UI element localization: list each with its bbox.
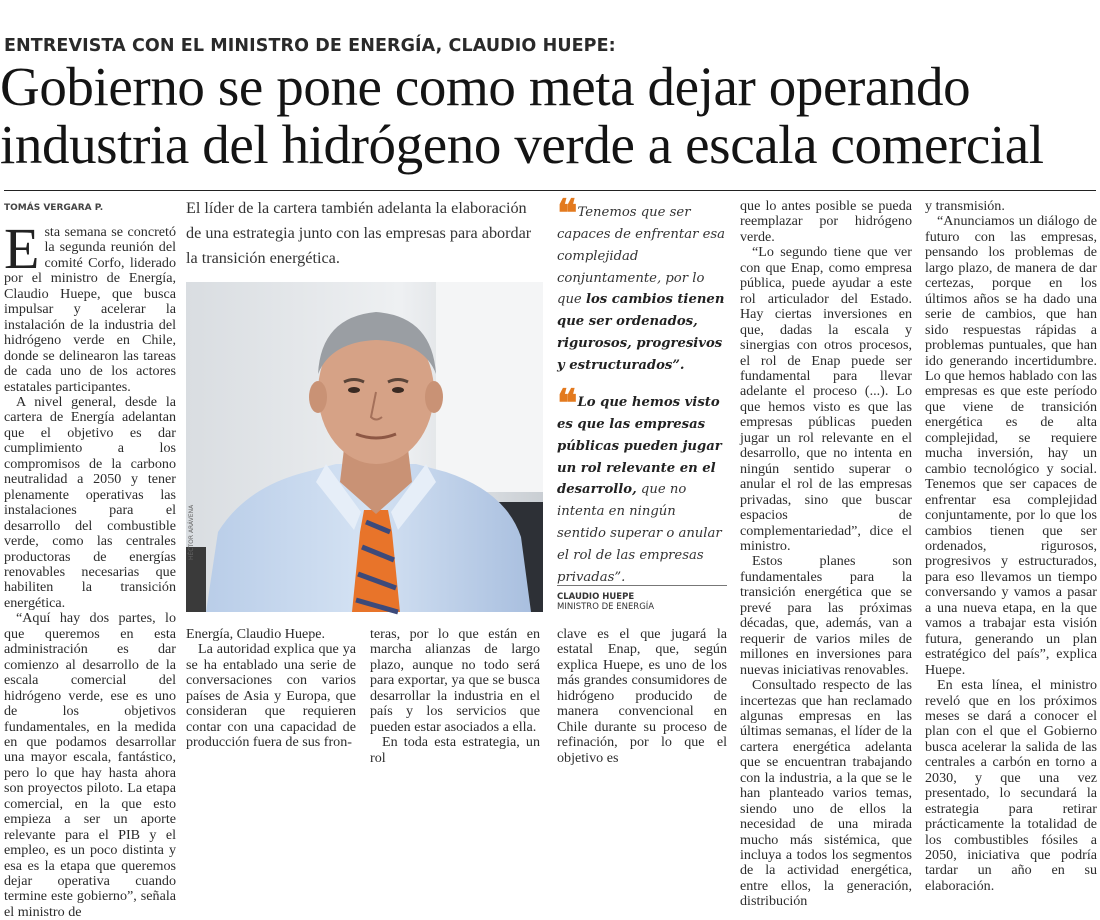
attribution-rule xyxy=(557,585,727,586)
byline: TOMÁS VERGARA P. xyxy=(4,203,104,213)
column-5 xyxy=(740,198,912,910)
photo-credit: HÉCTOR ARÁVENA xyxy=(188,504,195,560)
paragraph: y transmisión. xyxy=(925,198,1005,214)
paragraph: teras, por lo que están en marcha alianzas de largo plazo, aunque no todo será para exportar, ya que se busca desarrollar la industria en el país y los servicios que pueden estar asociados a ella. xyxy=(370,626,540,735)
portrait-illustration xyxy=(186,282,543,612)
portrait-photo xyxy=(186,282,543,612)
paragraph: clave es el que jugará la estatal Enap, que, según explica Huepe, es uno de los más grandes consumidores de hidrógeno producido de manera convencional en Chile durante su proceso de refinación, por lo que el objetivo es xyxy=(557,626,727,766)
paragraph: La autoridad explica que ya se ha entablado una serie de conversaciones con varios países de Asia y Europa, que consideran que requieren contar con una capacidad de producción fuera de sus fron- xyxy=(186,641,356,751)
column-2 xyxy=(186,626,356,751)
paragraph: Consultado respecto de las incertezas que han reclamado algunas empresas en las últimas semanas, el líder de la cartera energética adelanta que se encuentran trabajando con la industria, a la que se le han planteado varios temas, siendo uno de ellos la necesidad de una mirada mucho más sistémica, que incluya a todos los segmentos de la actividad energética, entre ellos, la generación, distribución xyxy=(740,677,912,910)
lead-paragraph xyxy=(4,216,176,395)
column-3 xyxy=(370,626,540,766)
pull-quote-1 xyxy=(557,190,727,377)
quote-mark-icon: ❝ xyxy=(557,380,574,425)
quote-mark-icon: ❝ xyxy=(557,190,574,235)
paragraph: que lo antes posible se pueda reemplazar por hidrógeno verde. xyxy=(740,198,912,245)
lead-text: sta semana se concretó la segunda reunión del comité Corfo, liderado por el ministro de Energía, Claudio Huepe, que busca impulsar y acelerar la instalación de la industria del hidrógeno verde en Chile, donde se delinearon las tareas de cada uno de los actores estatales participantes. xyxy=(4,224,176,395)
headline-line-1: Gobierno se pone como meta dejar operando xyxy=(0,56,971,117)
quote-1-plain: Tenemos que ser capaces de enfrentar esa complejidad conjuntamente, por lo que xyxy=(557,205,726,308)
paragraph: En toda esta estrategia, un rol xyxy=(370,734,540,766)
kicker: ENTREVISTA CON EL MINISTRO DE ENERGÍA, CLAUDIO HUEPE: xyxy=(4,36,616,56)
column-4 xyxy=(557,626,727,766)
paragraph: En esta línea, el ministro reveló que en los próximos meses se dará a conocer el plan con el que el Gobierno busca acelerar la salida de las centrales a carbón en torno a 2030, y que una vez presentado, lo secundará la estrategia para retirar prácticamente la totalidad de los combustibles fósiles a 2050, iniciativa que podría tardar un año en su elaboración. xyxy=(925,677,1097,894)
quote-2-bold: Lo que hemos visto es que las empresas públicas pueden jugar un rol relevante en el desarrollo, xyxy=(557,395,722,498)
paragraph: “Aquí hay dos partes, lo que queremos en esta administración es dar comienzo al desarrollo de la escala comercial del hidrógeno verde, ese es uno de los objetivos fundamentales, en la medida en que podamos desarrollar una mayor escala, fantástico, pero lo que hay hasta ahora son proyectos piloto. La etapa comercial, en la que esto empieza a ser un aporte relevante para el PIB y el empleo, es un poco distinta y esa es la etapa que queremos dejar operativa cuando termine este gobierno”, señala el ministro de xyxy=(4,610,176,920)
column-6 xyxy=(925,198,1097,894)
attribution-name: CLAUDIO HUEPE xyxy=(557,592,635,602)
headline-rule xyxy=(4,190,1096,191)
paragraph: Estos planes son fundamentales para la transición energética que se prevé para las próximas décadas, que, además, van a requerir de varios miles de millones en inversiones para nuevas iniciativas renovables. xyxy=(740,553,912,678)
attribution-role: MINISTRO DE ENERGÍA xyxy=(557,602,655,612)
column-1 xyxy=(4,216,176,920)
paragraph: “Lo segundo tiene que ver con que Enap, como empresa pública, puede ayudar a este rol articulador del Estado. Hay ciertas inversiones en que, dadas la escala y sinergias con otros procesos, el rol de Enap puede ser fundamental para llevar adelante el proceso (...). Lo que hemos visto es que las empresas públicas pueden jugar un rol relevante en el desarrollo, que no intenta en ningún sentido superar o anular el rol de las empresas privadas, sino que buscar espacios de complementariedad”, dice el ministro. xyxy=(740,244,912,554)
paragraph: “Anunciamos un diálogo de futuro con las empresas, pensando los problemas de largo plazo, de manera de dar certezas, porque en los últimos años se ha dado una serie de cambios, que han sido respuestas rápidas a problemas puntuales, que han ido generando incertidumbre. Lo que hemos hablado con las empresas es que este período que viene de transición energética es de alta complejidad, se requiere mucha inversión, hay un cambio tecnológico y social. Tenemos que ser capaces de enfrentar esa complejidad conjuntamente, por lo que los cambios tienen que ser ordenados, rigurosos, progresivos y estructurados, para eso llevamos un tiempo conversando y vamos a pasar a una nueva etapa, en la que vamos a trabajar esta visión futura, generando un plan estratégico del país”, explica Huepe. xyxy=(925,213,1097,678)
quote-1-bold: los cambios tienen que ser ordenados, rigurosos, progresivos y estructurados”. xyxy=(557,292,725,373)
drop-cap: E xyxy=(4,216,40,281)
pull-quote-2 xyxy=(557,380,727,588)
quote-2-plain: que no intenta en ningún sentido superar o anular el rol de las empresas privadas”. xyxy=(557,482,722,585)
headline-line-2: industria del hidrógeno verde a escala comercial xyxy=(0,114,1044,175)
paragraph: A nivel general, desde la cartera de Energía adelantan que el objetivo es dar cumplimiento a los compromisos de la carbono neutralidad a 2050 y tener plenamente operativas las instalaciones para el desarrollo del combustible verde, como las centrales productoras de energías renovables necesarias que habiliten la transición energética. xyxy=(4,393,176,611)
paragraph: Energía, Claudio Huepe. xyxy=(186,626,326,642)
deck-subheadline: El líder de la cartera también adelanta la elaboración de una estrategia junto con las empresas para abordar la transición energética. xyxy=(186,199,532,267)
headline xyxy=(0,58,1100,174)
